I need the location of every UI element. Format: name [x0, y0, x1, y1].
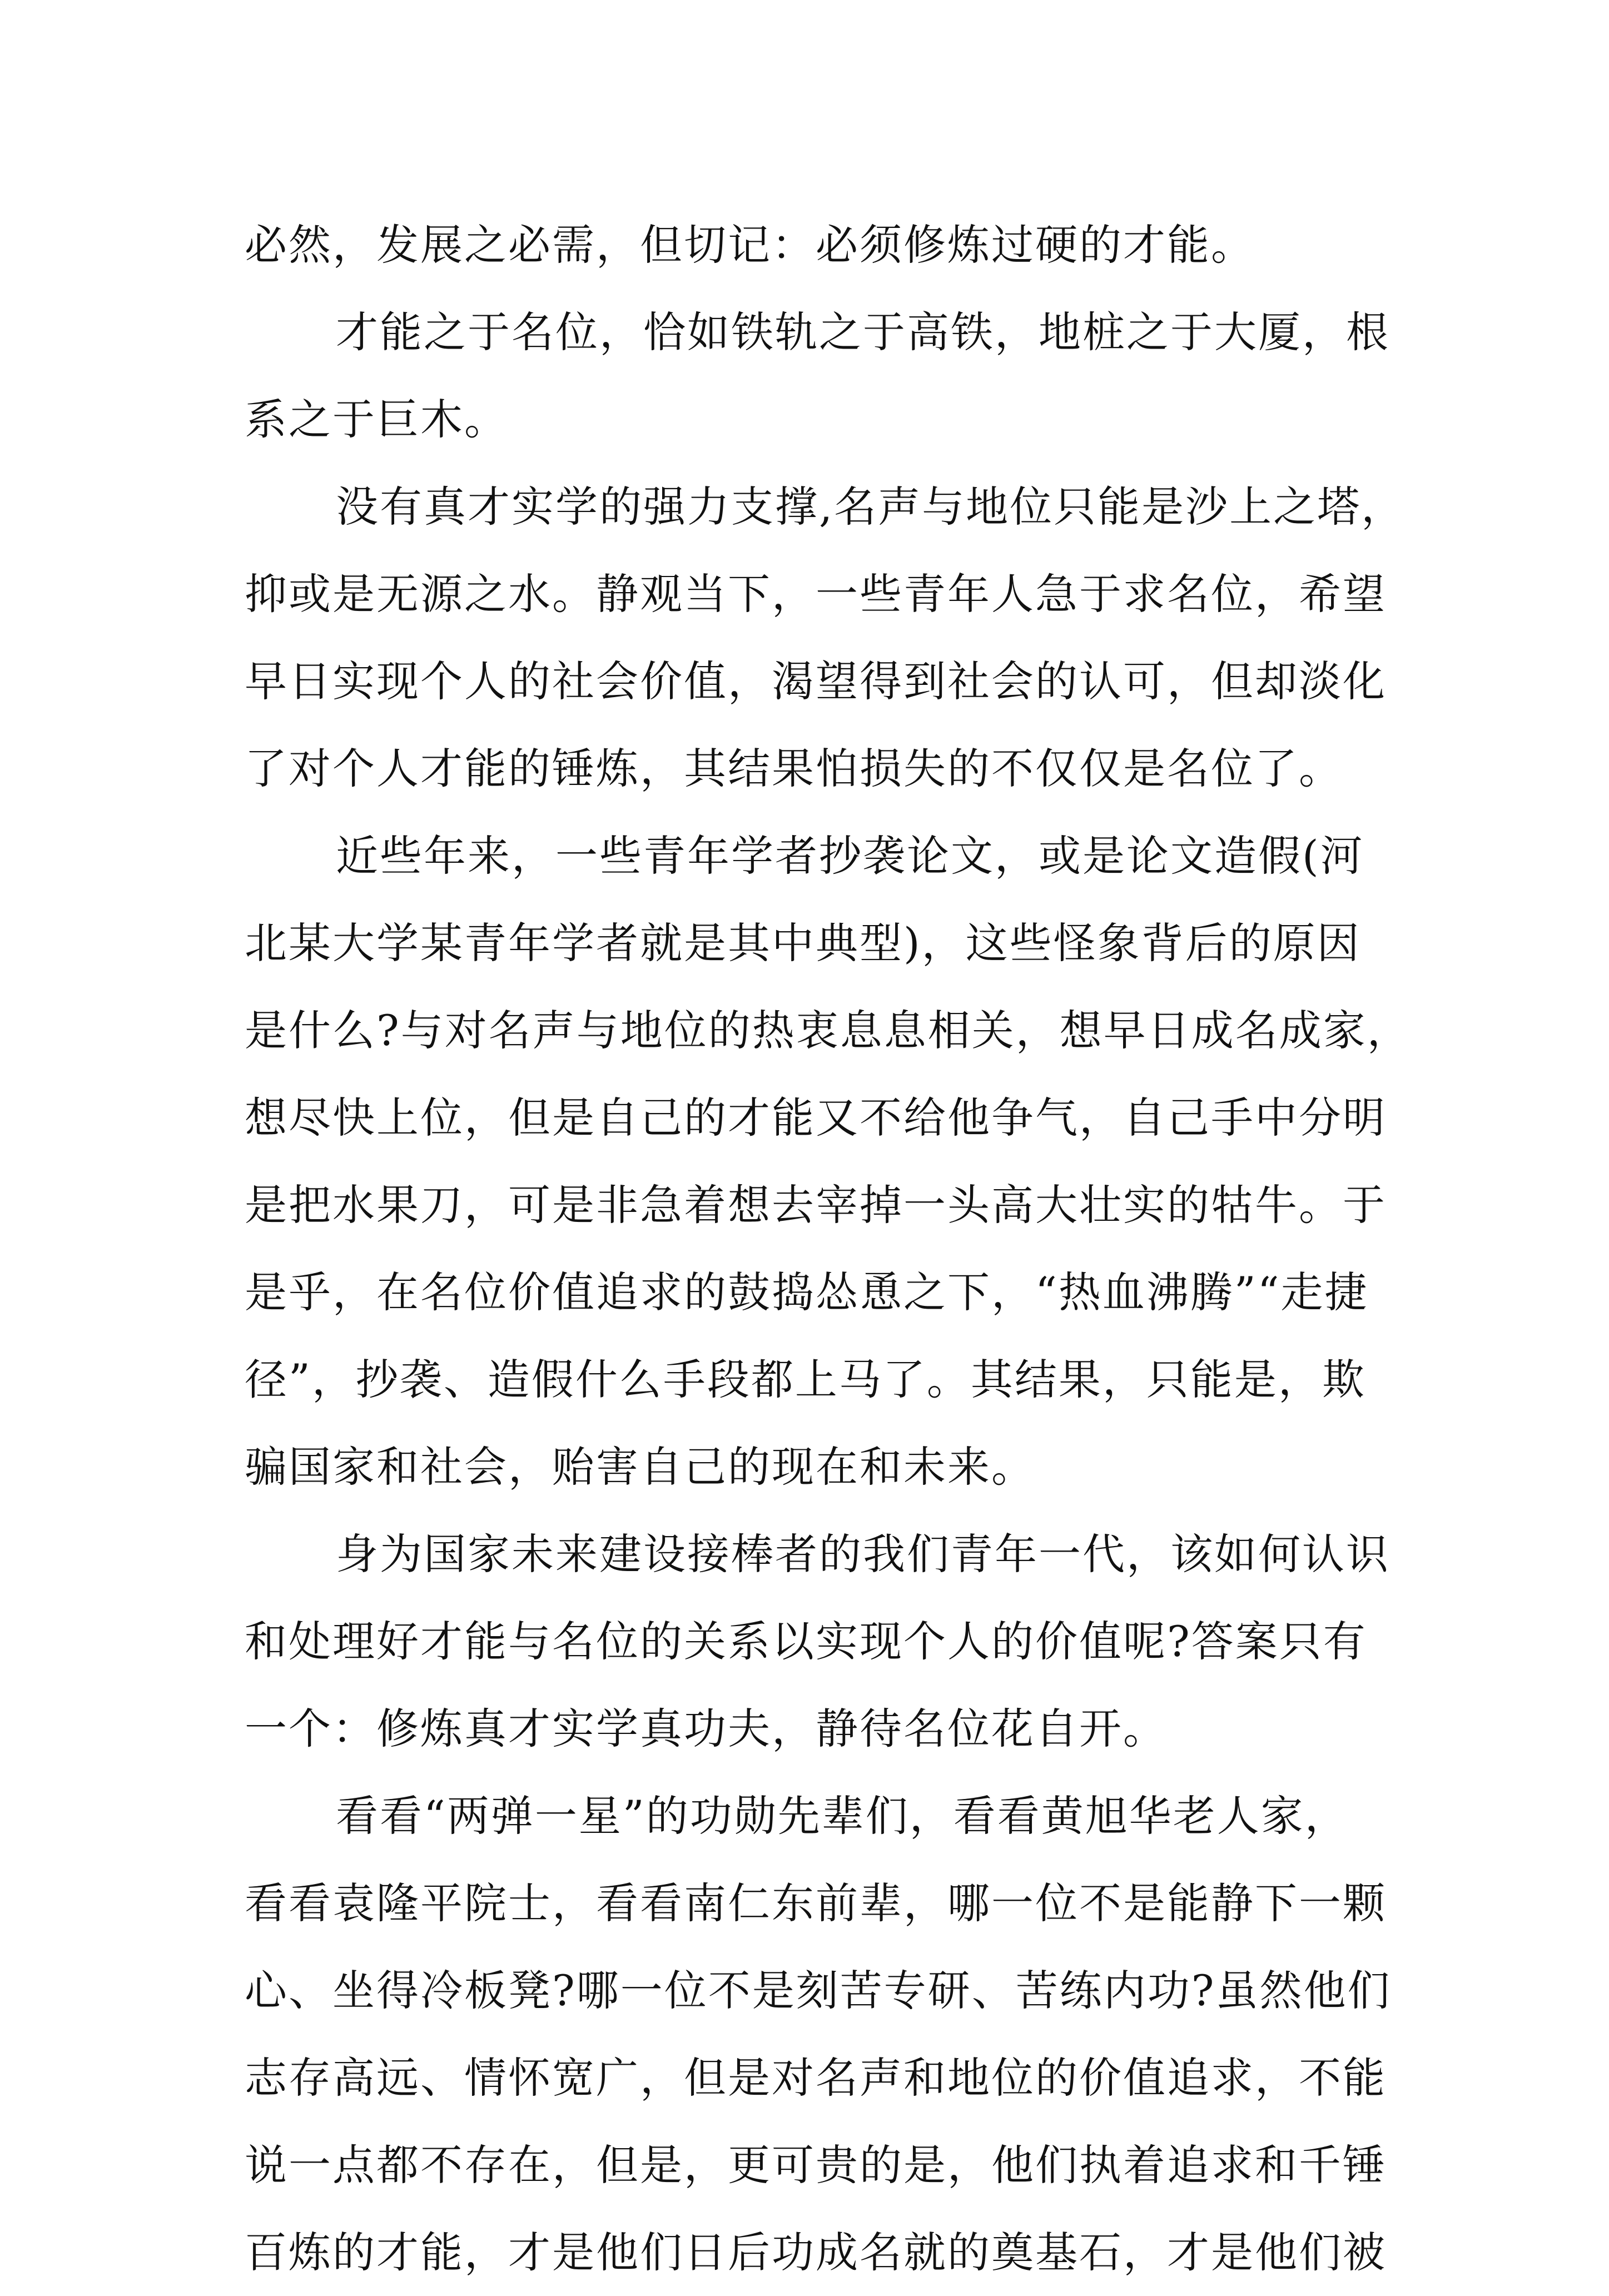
text-line: 是乎，在名位价值追求的鼓捣怂恿之下，“热血沸腾”“走捷 — [245, 1268, 1369, 1317]
text-line: 系之于巨木。 — [245, 395, 508, 444]
text-line: 想尽快上位，但是自己的才能又不给他争气，自己手中分明 — [245, 1093, 1387, 1142]
text-line: 看看袁隆平院士，看看南仁东前辈，哪一位不是能静下一颗 — [245, 1878, 1387, 1928]
text-line: 骗国家和社会，贻害自己的现在和未来。 — [245, 1442, 1035, 1492]
text-line: 才能之于名位，恰如铁轨之于高铁，地桩之于大厦，根 — [336, 307, 1390, 357]
document-body — [245, 201, 1411, 2296]
text-line: 了对个人才能的锤炼，其结果怕损失的不仅仅是名位了。 — [245, 744, 1343, 793]
text-line: 身为国家未来建设接棒者的我们青年一代，该如何认识 — [336, 1529, 1390, 1579]
text-line: 早日实现个人的社会价值，渴望得到社会的认可，但却淡化 — [245, 657, 1387, 706]
text-line: 径”，抄袭、造假什么手段都上马了。其结果，只能是，欺 — [245, 1355, 1366, 1404]
text-line: 志存高远、情怀宽广，但是对名声和地位的价值追求，不能 — [245, 2053, 1387, 2103]
text-line: 和处理好才能与名位的关系以实现个人的价值呢?答案只有 — [245, 1617, 1367, 1666]
text-line: 是把水果刀，可是非急着想去宰掉一头高大壮实的牯牛。于 — [245, 1180, 1387, 1230]
text-line: 北某大学某青年学者就是其中典型)，这些怪象背后的原因 — [245, 918, 1361, 968]
text-line: 是什么?与对名声与地位的热衷息息相关，想早日成名成家， — [245, 1006, 1411, 1055]
text-line: 没有真才实学的强力支撑,名声与地位只能是沙上之塔， — [336, 482, 1406, 531]
text-line: 说一点都不存在，但是，更可贵的是，他们执着追求和千锤 — [245, 2140, 1387, 2190]
text-line: 看看“两弹一星”的功勋先辈们，看看黄旭华老人家， — [336, 1791, 1349, 1841]
text-line: 必然，发展之必需，但切记：必须修炼过硬的才能。 — [245, 220, 1255, 270]
text-line: 百炼的才能，才是他们日后功成名就的奠基石，才是他们被 — [245, 2228, 1387, 2277]
text-line: 心、坐得冷板凳?哪一位不是刻苦专研、苦练内功?虽然他们 — [245, 1966, 1392, 2015]
text-line: 近些年来，一些青年学者抄袭论文，或是论文造假(河 — [336, 831, 1364, 881]
text-line: 抑或是无源之水。静观当下，一些青年人急于求名位，希望 — [245, 569, 1387, 619]
text-line: 一个：修炼真才实学真功夫，静待名位花自开。 — [245, 1704, 1167, 1753]
